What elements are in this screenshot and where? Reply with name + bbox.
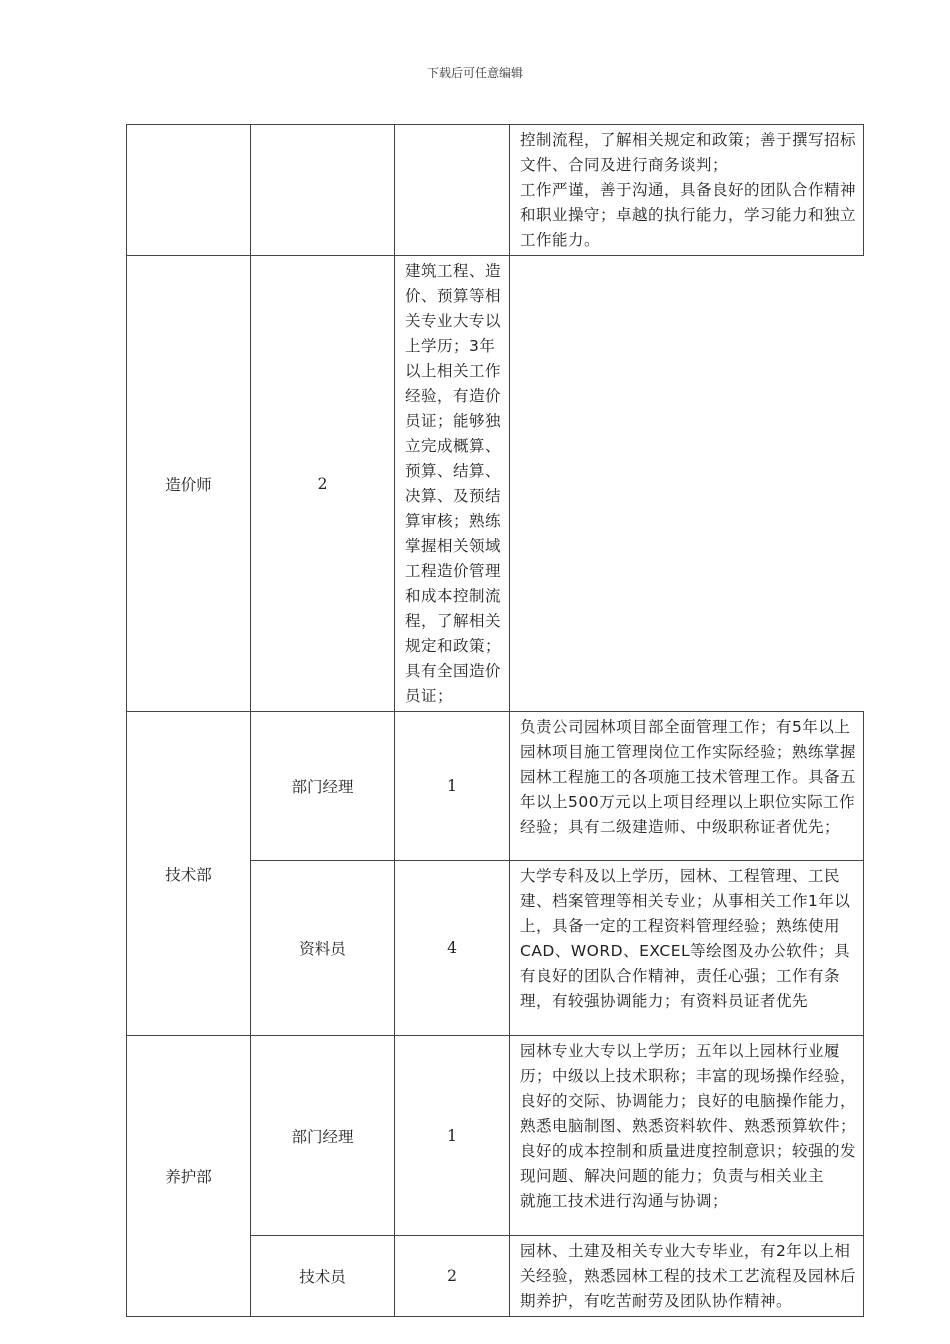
requirements-text: 就施工技术进行沟通与协调； [520,1192,729,1210]
requirements-text: 建筑工程、造价、预算等相关专业大专以上学历；3年以上相关工作经验，有造价员证；能够独立完成概算、预算、结算、决算、及预结算审核；熟练掌握相关领域工程造价管理和成本控制流程，了解相关规定和政策；具有全国造价员证； [405,262,502,705]
dept-cell: 技术部 [127,712,251,1036]
requirements-cell [510,125,864,256]
recruitment-table [126,124,864,1317]
position-cell [251,125,395,256]
requirements-cell [510,712,864,861]
count-cell: 1 [395,1036,510,1236]
position-cell: 造价师 [127,256,251,712]
page-header: 下载后可任意编辑 [426,66,523,80]
table-row [127,1036,864,1236]
requirements-cell [395,256,510,712]
requirements-text: 控制流程，了解相关规定和政策；善于撰写招标文件、合同及进行商务谈判； [520,131,857,174]
table-row [127,256,864,712]
position-cell: 技术员 [251,1236,395,1317]
requirements-cell [510,861,864,1036]
count-cell: 2 [251,256,395,712]
requirements-text: 负责公司园林项目部全面管理工作；有5年以上园林项目施工管理岗位工作实际经验；熟练掌握园林工程施工的各项施工技术管理工作。具备五年以上500万元以上项目经理以上职位实际工作经验；具有二级建造师、中级职称证者优先； [520,718,857,836]
requirements-text: 工作严谨，善于沟通，具备良好的团队合作精神和职业操守；卓越的执行能力，学习能力和独立工作能力。 [520,181,857,249]
table-row [127,712,864,861]
count-cell: 1 [395,712,510,861]
count-cell: 2 [395,1236,510,1317]
requirements-text: 园林、土建及相关专业大专毕业，有2年以上相关经验，熟悉园林工程的技术工艺流程及园林后期养护，有吃苦耐劳及团队协作精神。 [520,1242,857,1310]
count-cell: 4 [395,861,510,1036]
position-cell: 部门经理 [251,1036,395,1236]
requirements-text: 大学专科及以上学历，园林、工程管理、工民建、档案管理等相关专业；从事相关工作1年以上，具备一定的工程资料管理经验；熟练使用CAD、WORD、EXCEL等绘图及办公软件；具有良好的团队合作精神，责任心强；工作有条理，有较强协调能力；有资料员证者优先 [520,867,851,1010]
requirements-cell [510,1036,864,1236]
dept-cell: 养护部 [127,1036,251,1317]
position-cell: 资料员 [251,861,395,1036]
position-cell: 部门经理 [251,712,395,861]
requirements-text: 园林专业大专以上学历；五年以上园林行业履历；中级以上技术职称；丰富的现场操作经验，良好的交际、协调能力；良好的电脑操作能力，熟悉电脑制图、熟悉资料软件、熟悉预算软件；良好的成本控制和质量进度控制意识；较强的发现问题、解决问题的能力；负责与相关业主 [520,1042,857,1185]
dept-cell [127,125,251,256]
requirements-cell [510,1236,864,1317]
count-cell [395,125,510,256]
table-row [127,125,864,256]
